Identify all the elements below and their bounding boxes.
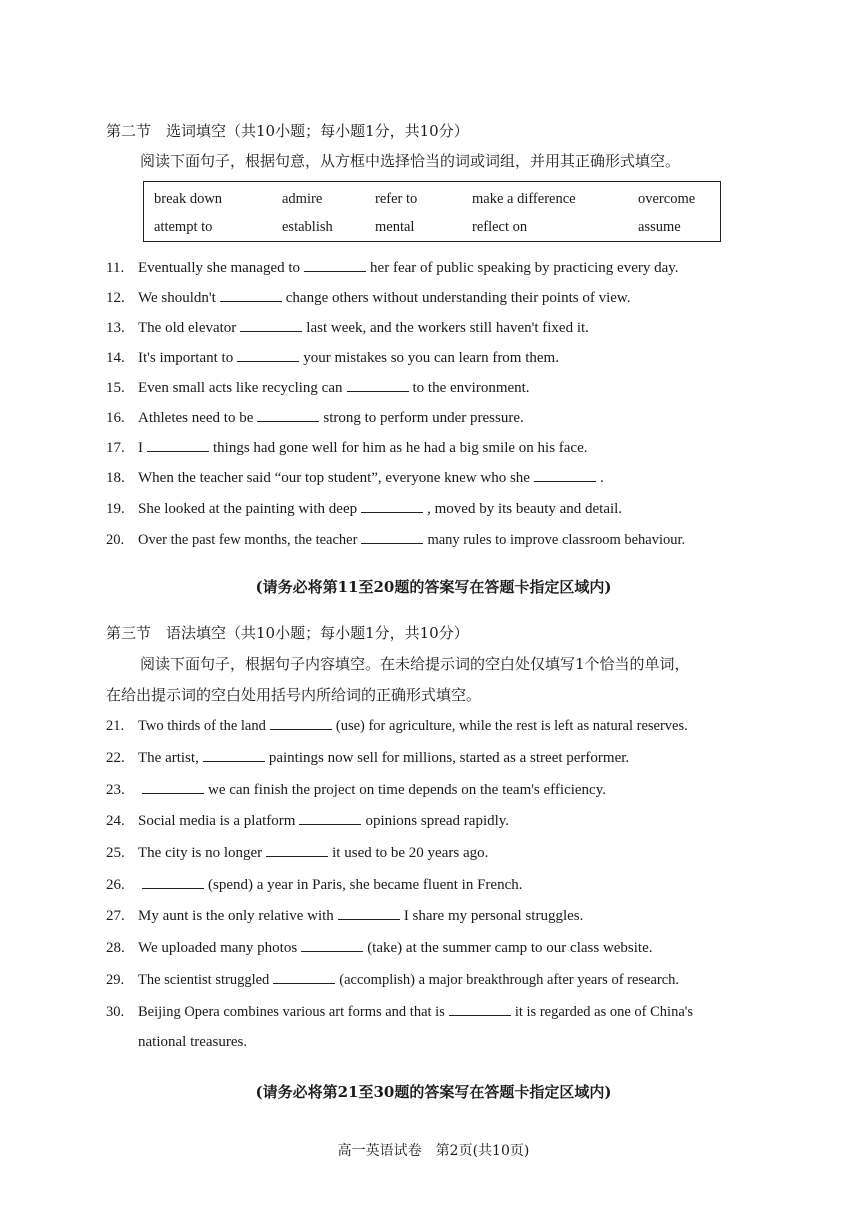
question-item: 29. The scientist struggled (accomplish) a major breakthrough after years of research. — [106, 972, 680, 988]
question-item: 13. The old elevator last week, and the workers still haven't fixed it. — [106, 320, 589, 336]
answer-blank[interactable] — [266, 844, 328, 857]
answer-blank[interactable] — [534, 469, 596, 482]
question-item: 15. Even small acts like recycling can to the environment. — [106, 380, 530, 396]
section3-instruction-cont: 在给出提示词的空白处用括号内所给词的正确形式填空。 — [106, 686, 482, 704]
section3-instruction: 阅读下面句子，根据句子内容填空。在未给提示词的空白处仅填写1个恰当的单词， — [140, 655, 690, 673]
question-item: 14. It's important to your mistakes so you can learn from them. — [106, 350, 559, 366]
question-item: 17. I things had gone well for him as he had a big smile on his face. — [106, 440, 588, 456]
question-item: 25. The city is no longer it used to be 20 years ago. — [106, 845, 489, 861]
answer-blank[interactable] — [361, 500, 423, 513]
answer-blank[interactable] — [273, 971, 335, 984]
question-item: 16. Athletes need to be strong to perform under pressure. — [106, 410, 524, 426]
word-bank-item: overcome — [638, 191, 696, 207]
word-bank-item: mental — [375, 219, 415, 235]
word-bank-item: establish — [282, 219, 333, 235]
question-continuation: national treasures. — [138, 1034, 248, 1050]
word-bank-item: admire — [282, 191, 323, 207]
answer-blank[interactable] — [449, 1003, 511, 1016]
answer-blank[interactable] — [203, 749, 265, 762]
answer-blank[interactable] — [142, 876, 204, 889]
question-item: 18. When the teacher said “our top student”, everyone knew who she . — [106, 470, 604, 486]
answer-blank[interactable] — [299, 812, 361, 825]
answer-blank[interactable] — [338, 907, 400, 920]
question-item: 30. Beijing Opera combines various art forms and that is it is regarded as one of China's — [106, 1004, 694, 1020]
question-item: 12. We shouldn't change others without understanding their points of view. — [106, 290, 631, 306]
section2-instruction: 阅读下面句子，根据句意，从方框中选择恰当的词或词组，并用其正确形式填空。 — [140, 152, 681, 170]
answer-blank[interactable] — [240, 319, 302, 332]
answer-blank[interactable] — [270, 717, 332, 730]
question-item: 26. (spend) a year in Paris, she became fluent in French. — [106, 877, 523, 893]
question-item: 28. We uploaded many photos (take) at the summer camp to our class website. — [106, 940, 653, 956]
answer-blank[interactable] — [361, 531, 423, 544]
question-item: 21. Two thirds of the land (use) for agriculture, while the rest is left as natural reserves. — [106, 718, 688, 734]
question-item: 24. Social media is a platform opinions spread rapidly. — [106, 813, 510, 829]
answer-sheet-note: (请务必将第11至20题的答案写在答题卡指定区域内) — [255, 578, 612, 596]
answer-blank[interactable] — [347, 379, 409, 392]
answer-blank[interactable] — [237, 349, 299, 362]
question-item: 27. My aunt is the only relative with I share my personal struggles. — [106, 908, 584, 924]
word-bank-item: reflect on — [472, 219, 528, 235]
word-bank-item: refer to — [375, 191, 418, 207]
section3-title: 第三节 语法填空（共10小题；每小题1分，共10分） — [106, 624, 469, 642]
answer-blank[interactable] — [257, 409, 319, 422]
answer-sheet-note: (请务必将第21至30题的答案写在答题卡指定区域内) — [255, 1083, 612, 1101]
answer-blank[interactable] — [142, 781, 204, 794]
question-item: 23. we can finish the project on time depends on the team's efficiency. — [106, 782, 606, 798]
answer-blank[interactable] — [220, 289, 282, 302]
question-item: 11. Eventually she managed to her fear of public speaking by practicing every day. — [106, 260, 679, 276]
word-bank-box — [143, 181, 721, 242]
question-item: 19. She looked at the painting with deep , moved by its beauty and detail. — [106, 501, 623, 517]
word-bank-item: make a difference — [472, 191, 576, 207]
page-footer: 高一英语试卷 第2页(共10页) — [337, 1143, 530, 1159]
answer-blank[interactable] — [147, 439, 209, 452]
question-item: 20. Over the past few months, the teacher many rules to improve classroom behaviour. — [106, 532, 686, 548]
answer-blank[interactable] — [301, 939, 363, 952]
word-bank-item: attempt to — [154, 219, 213, 235]
answer-blank[interactable] — [304, 259, 366, 272]
section2-title: 第二节 选词填空（共10小题；每小题1分，共10分） — [106, 122, 469, 140]
word-bank-item: assume — [638, 219, 681, 235]
word-bank-item: break down — [154, 191, 223, 207]
question-item: 22. The artist, paintings now sell for millions, started as a street performer. — [106, 750, 630, 766]
